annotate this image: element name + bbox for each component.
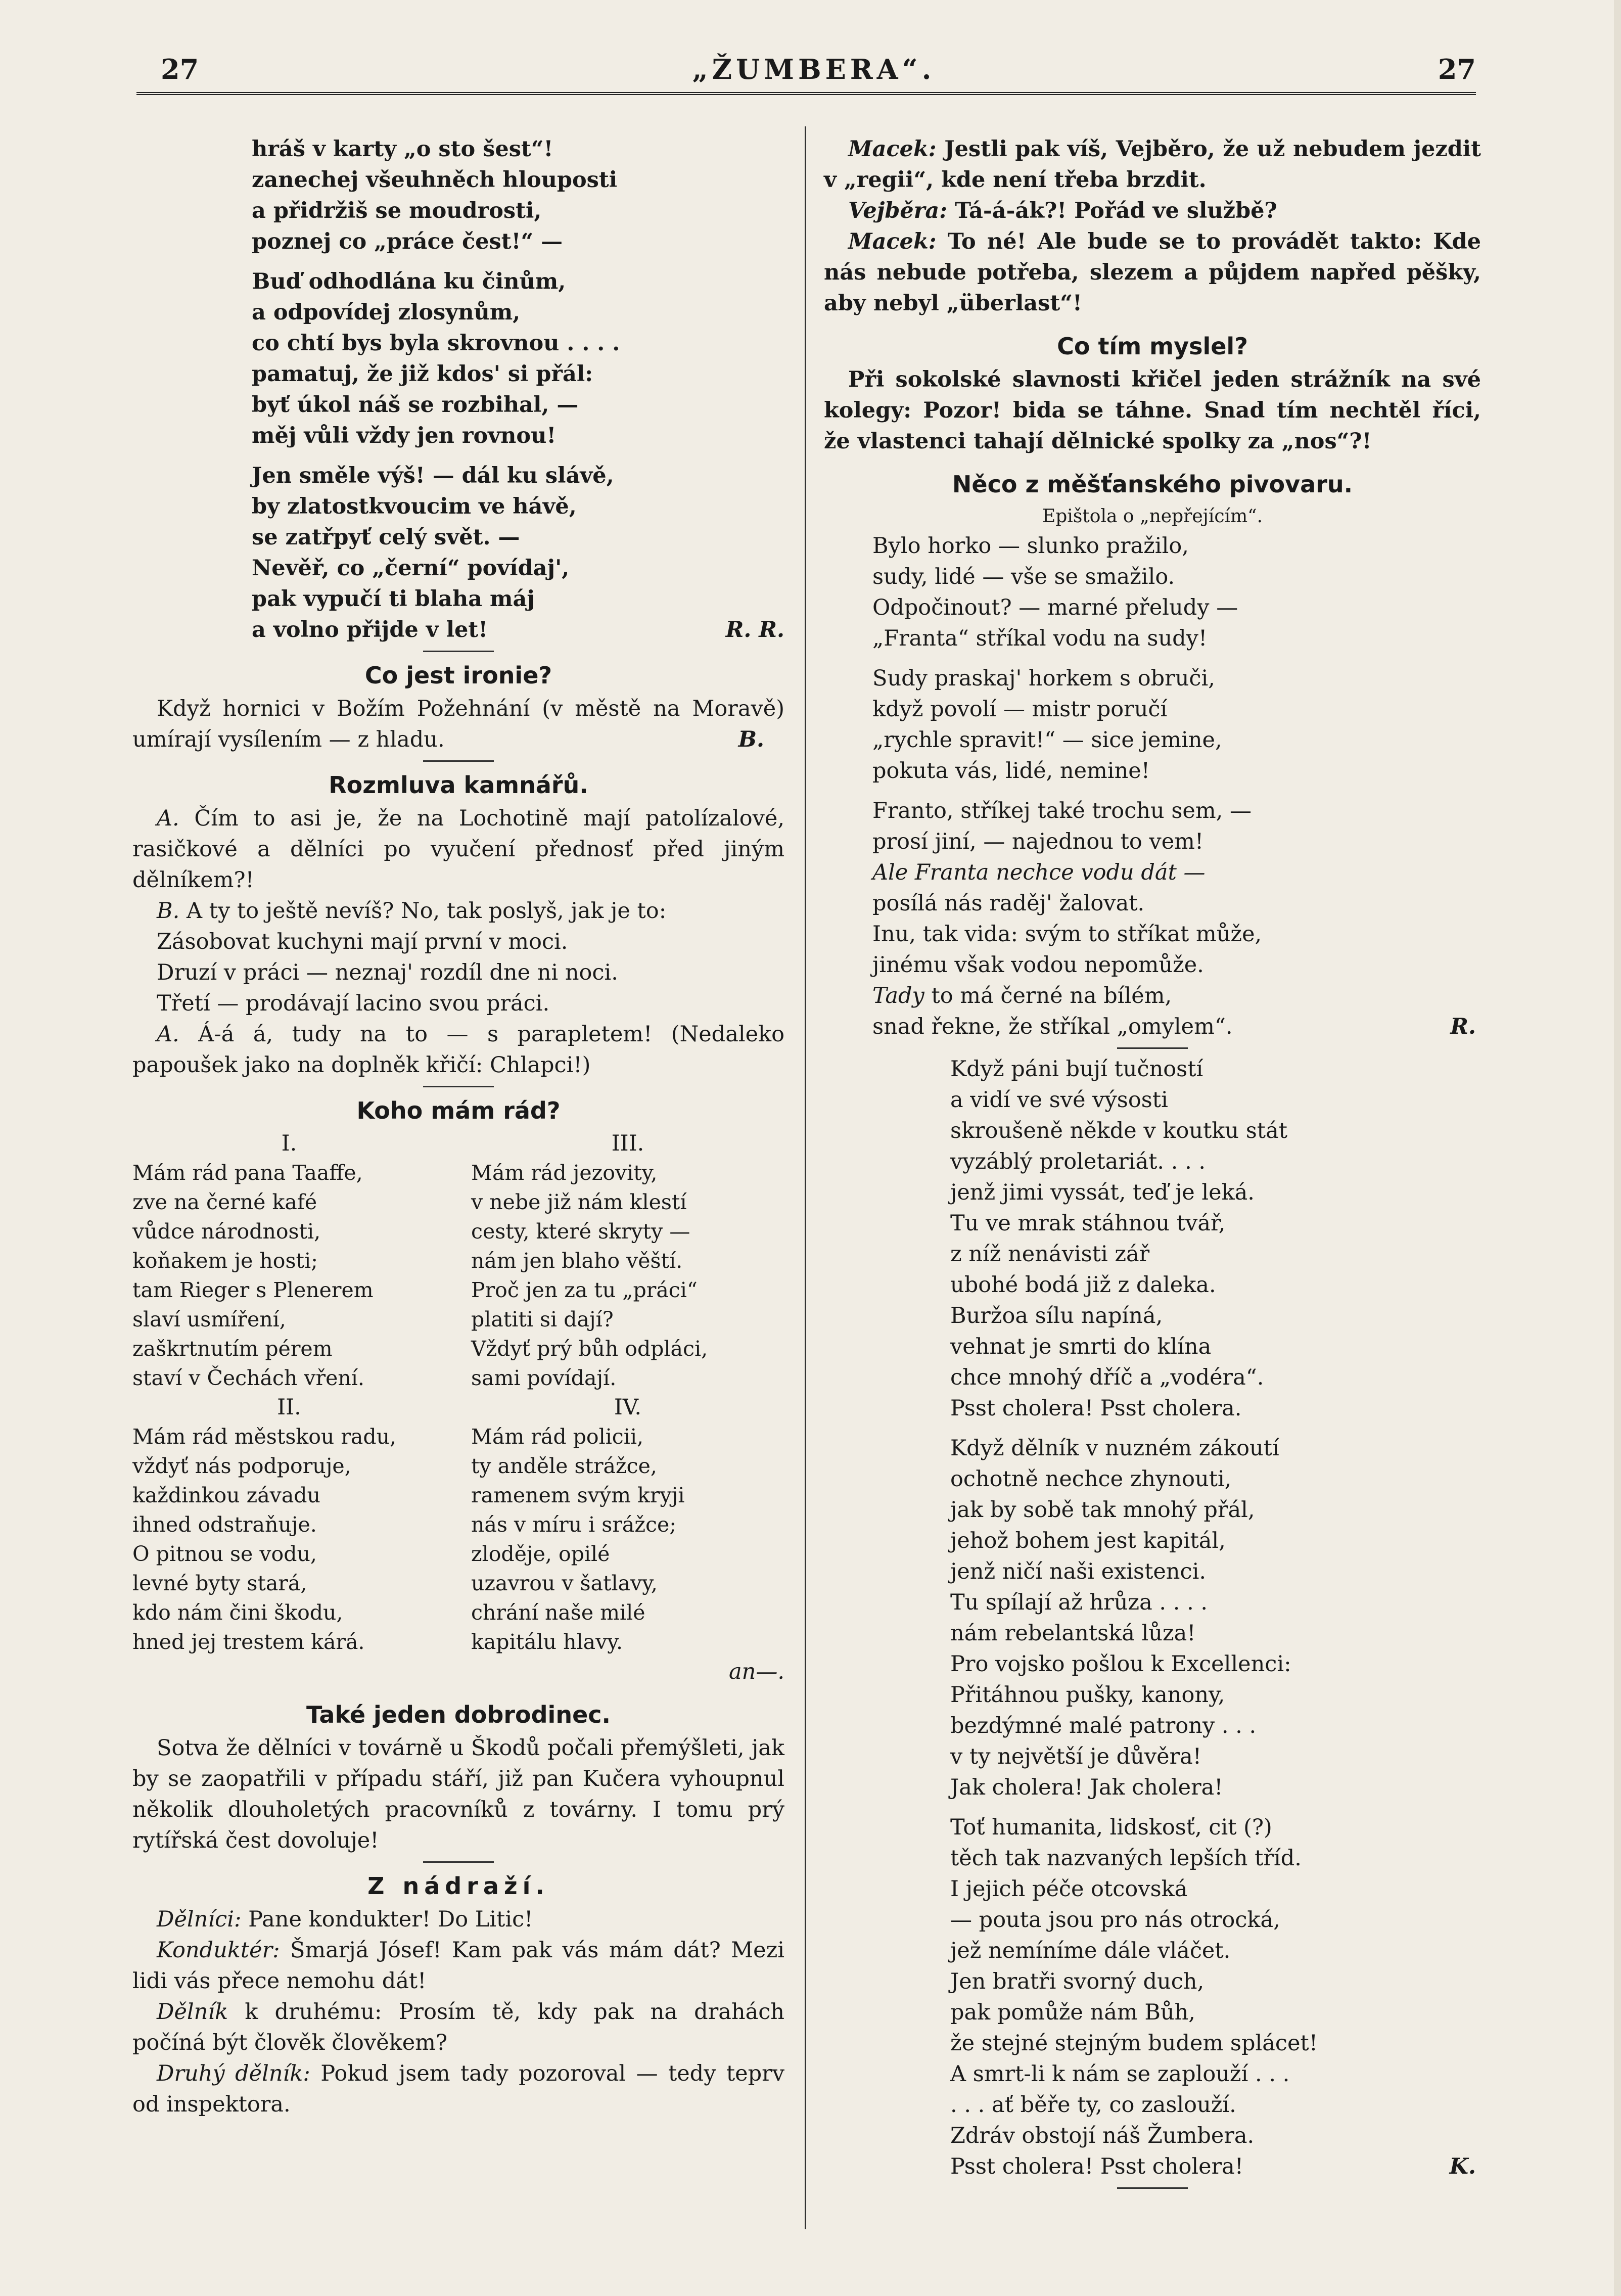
koho-signature: an—. xyxy=(729,1659,784,1684)
verse-line: levné byty stará, xyxy=(132,1571,307,1595)
verse-line: jenž jimi vyssát, teď je leká. xyxy=(950,1180,1255,1205)
verse-line xyxy=(872,1012,1481,1042)
verse-line: Přitáhnou pušky, kanony, xyxy=(950,1682,1225,1708)
verse-line: z níž nenávisti zář xyxy=(950,1242,1150,1267)
verse-line: Mám rád jezovity, xyxy=(471,1161,658,1185)
verse-line: chrání naše milé xyxy=(471,1600,645,1625)
verse-line: skroušeně někde v koutku stát xyxy=(950,1118,1287,1143)
verse-line: nám jen blaho věští. xyxy=(471,1249,683,1273)
paragraph-text: Čím to asi je, že na Lochotině mají patolízalové, rasičkové a dělníci po vyučení přednosť před jiným dělníkem?! xyxy=(132,806,784,893)
koho-column-left xyxy=(132,1129,446,1657)
verse-line: ihned odstraňuje. xyxy=(132,1512,317,1537)
verse-line: Buď odhodlána ku činům, xyxy=(252,269,566,294)
dialogue-text: k druhému: Prosím tě, kdy pak na drahách počíná být člověk člověkem? xyxy=(132,1999,784,2055)
verse-line: ochotně nechce zhynouti, xyxy=(950,1466,1232,1492)
verse-line: nám rebelantská lůza! xyxy=(950,1621,1196,1646)
speaker-label: Druhý dělník: xyxy=(157,2061,310,2086)
verse-line: nás v míru i srážce; xyxy=(471,1512,677,1537)
verse-line: pak pomůže nám Bůh, xyxy=(950,2000,1195,2025)
verse-line: co chtí bys byla skrovnou . . . . xyxy=(252,331,620,356)
verse-line: jinému však vodou nepomůže. xyxy=(872,952,1204,978)
verse-line: byť úkol náš se rozbihal, — xyxy=(252,392,579,418)
verse-line xyxy=(252,615,784,646)
verse-line: vyzáblý proletariát. . . . xyxy=(950,1149,1206,1174)
verse-line: pak vypučí ti blaha máj xyxy=(252,586,535,612)
dobrodinec-text: Sotva že dělníci v továrně u Škodů počali přemýšleti, jak by se zaopatřili v případu stáří, již pan Kučera vyhoupnul několik dlouholetých pracovníků z továrny. I tomu prý rytířská čest dovoluje! xyxy=(132,1735,784,1853)
verse-line: Tu spílají až hrůza . . . . xyxy=(950,1590,1208,1615)
verse-line: Odpočinout? — marné přeludy — xyxy=(872,595,1238,620)
verse-line: Franto, stříkej také trochu sem, — xyxy=(872,798,1252,823)
verse-line: O pitnou se vodu, xyxy=(132,1542,317,1566)
verse-line: Jen směle výš! — dál ku slávě, xyxy=(252,463,614,488)
verse-line: ubohé bodá již z daleka. xyxy=(950,1272,1216,1298)
rozmluva-line: Zásobovat kuchyni mají první v moci. xyxy=(157,929,568,954)
stanza-number: I. xyxy=(281,1131,297,1156)
verse-line: Pro vojsko pošlou k Excellenci: xyxy=(950,1651,1291,1677)
dialogue-text: Jestli pak víš, Vejběro, že už nebudem jezdit v „regii“, kde není třeba brzdit. xyxy=(824,136,1481,193)
verse-line: I jejich péče otcovská xyxy=(950,1876,1188,1902)
rozmluva-line: Třetí — prodávají lacino svou práci. xyxy=(157,991,550,1016)
verse-line: Mám rád pana Taaffe, xyxy=(132,1161,363,1185)
page-edge xyxy=(1614,0,1621,2296)
section-title-nadrazi: Z nádraží. xyxy=(367,1872,549,1900)
verse-line: „Franta“ stříkal vodu na sudy! xyxy=(872,626,1208,651)
paragraph-text: A ty to ještě nevíš? No, tak poslyš, jak je to: xyxy=(179,898,667,924)
dialogue-line xyxy=(824,226,1481,319)
verse-line-text: a volno přijde v let! xyxy=(252,617,488,642)
verse-line: ramenem svým kryji xyxy=(471,1483,685,1507)
verse-line: pokuta vás, lidé, nemine! xyxy=(872,758,1150,784)
verse-line: chce mnohý dříč a „vodéra“. xyxy=(950,1365,1264,1390)
verse-line: v ty největší je důvěra! xyxy=(950,1744,1202,1769)
dialogue-text: To né! Ale bude se to provádět takto: Kde nás nebude potřeba, slezem a půjdem napřed pěšky, aby nebyl „überlast“! xyxy=(824,229,1481,316)
verse-line: slaví usmíření, xyxy=(132,1307,286,1331)
verse-line: Sudy praskaj' horkem s obruči, xyxy=(872,666,1215,691)
verse-text: to má černé na bílém, xyxy=(924,983,1172,1008)
verse-line: Když dělník v nuzném zákoutí xyxy=(950,1436,1279,1461)
verse-line: v nebe již nám klestí xyxy=(471,1190,687,1214)
verse-line: ty anděle strážce, xyxy=(471,1454,657,1478)
verse-line: vždyť nás podporuje, xyxy=(132,1454,351,1478)
verse-line: Když páni bují tučností xyxy=(950,1057,1203,1082)
verse-line: kdo nám čini škodu, xyxy=(132,1600,343,1625)
left-column xyxy=(132,134,784,2120)
page-header xyxy=(152,53,1476,94)
dialogue-text: Šmarjá Jósef! Kam pak vás mám dát? Mezi lidi vás přece nemohu dát! xyxy=(132,1938,784,1994)
rozmluva-paragraph xyxy=(132,803,784,896)
header-rule xyxy=(136,92,1476,95)
verse-line: a přidržiš se moudrosti, xyxy=(252,198,542,223)
speaker-label: Macek: xyxy=(848,136,937,162)
verse-line: jenž ničí naši existenci. xyxy=(950,1559,1207,1584)
verse-line: Jen bratři svorný duch, xyxy=(950,1969,1205,1994)
verse-line: vůdce národnosti, xyxy=(132,1219,321,1244)
verse-line: když povolí — mistr poručí xyxy=(872,697,1168,722)
rozmluva-paragraph xyxy=(132,1019,784,1081)
dialogue-line xyxy=(132,1935,784,1997)
section-rule xyxy=(1117,1047,1188,1049)
section-title-dobrodinec: Také jeden dobrodinec. xyxy=(306,1701,611,1728)
speaker-label: A. xyxy=(157,806,179,831)
section-title-rozmluva: Rozmluva kamnářů. xyxy=(329,771,588,799)
verse-line: Zdráv obstojí náš Žumbera. xyxy=(950,2123,1255,2148)
verse-line: zve na černé kafé xyxy=(132,1190,317,1214)
verse-line: kapitálu hlavy. xyxy=(471,1630,623,1654)
verse-line: uzavrou v šatlavy, xyxy=(471,1571,658,1595)
dialogue-line xyxy=(132,1997,784,2058)
verse-line: zaškrtnutím pérem xyxy=(132,1337,333,1361)
verse-line: se zatřpyť celý svět. — xyxy=(252,525,520,550)
verse-emphasis: Tady xyxy=(872,983,924,1008)
verse-line: Ale Franta nechce vodu dát — xyxy=(872,860,1206,885)
verse-line: posílá nás raděj' žalovat. xyxy=(872,891,1145,916)
verse-line: hned jej trestem kárá. xyxy=(132,1630,365,1654)
verse-line: těch tak nazvaných lepších tříd. xyxy=(950,1846,1302,1871)
section-rule xyxy=(1117,2187,1188,2189)
section-rule xyxy=(423,651,494,652)
koho-stanzas xyxy=(132,1129,784,1657)
mysle-text: Při sokolské slavnosti křičel jeden strážník na své kolegy: Pozor! bida se táhne. Snad tím nechtěl říci, že vlastenci tahají dělnické spolky za „nos“?! xyxy=(824,367,1481,454)
speaker-label: B. xyxy=(157,898,180,924)
section-title-koho: Koho mám rád? xyxy=(356,1097,561,1124)
dialogue-line xyxy=(824,196,1481,226)
speaker-label: Vejběra: xyxy=(848,198,948,223)
verse-line: a vidí ve své výsosti xyxy=(950,1087,1168,1113)
verse-line: Buržoa sílu napíná, xyxy=(950,1303,1163,1328)
koho-column-right xyxy=(446,1129,784,1657)
verse-line: Mám rád městskou radu, xyxy=(132,1425,397,1449)
verse-line: tam Rieger s Plenerem xyxy=(132,1278,374,1302)
dialogue-text: Pokud jsem tady pozoroval — tedy teprv od inspektora. xyxy=(132,2061,784,2117)
verse-line: měj vůli vždy jen rovnou! xyxy=(252,423,557,448)
verse-line: koňakem je hosti; xyxy=(132,1249,318,1273)
verse-line: Inu, tak vida: svým to stříkat může, xyxy=(872,922,1262,947)
dialogue-line xyxy=(132,1904,784,1935)
pivovar-poem xyxy=(824,531,1481,1042)
right-column xyxy=(824,134,1481,2194)
verse-line: Mám rád policii, xyxy=(471,1425,644,1449)
section-title-pivovar: Něco z měšťanského pivovaru. xyxy=(952,471,1353,498)
verse-line: každinkou závadu xyxy=(132,1483,320,1507)
poem-1 xyxy=(132,134,784,646)
verse-line xyxy=(872,981,1481,1012)
column-divider xyxy=(805,126,806,2229)
verse-line: poznej co „práce čest!“ — xyxy=(252,229,563,254)
verse-line: . . . ať běře ty, co zaslouží. xyxy=(950,2092,1236,2118)
masthead-title: „ŽUMBERA“. xyxy=(692,53,936,85)
verse-line: Psst cholera! Psst cholera. xyxy=(950,1396,1242,1421)
verse-line: Proč jen za tu „práci“ xyxy=(471,1278,698,1302)
verse-line: staví v Čechách vření. xyxy=(132,1366,364,1390)
paragraph-text: Á-á á, tudy na to — s parapletem! (Nedaleko papoušek jako na doplněk křičí: Chlapci!) xyxy=(132,1022,784,1078)
page-number-left: 27 xyxy=(161,53,199,85)
verse-line: prosí jiní, — najednou to vem! xyxy=(872,829,1204,854)
verse-line: že stejné stejným budem splácet! xyxy=(950,2031,1318,2056)
page-number-right: 27 xyxy=(1438,53,1476,85)
dialogue-line xyxy=(824,134,1481,196)
section-title-mysle: Co tím myslel? xyxy=(1057,333,1248,360)
verse-text: Psst cholera! Psst cholera! xyxy=(950,2154,1244,2179)
dialogue-line xyxy=(132,2058,784,2120)
verse-line: hráš v karty „o sto šest“! xyxy=(252,136,553,162)
speaker-label: Konduktér: xyxy=(157,1938,280,1963)
poem-1-signature: R. R. xyxy=(725,617,784,642)
verse-line: pamatuj, že již kdos' si přál: xyxy=(252,361,593,387)
rozmluva-line: Druzí v práci — neznaj' rozdíl dne ni noci. xyxy=(157,960,618,985)
verse-line: vehnat je smrti do klína xyxy=(950,1334,1212,1359)
verse-line: sami povídají. xyxy=(471,1366,617,1390)
verse-line: Nevěř, co „černí“ povídaj', xyxy=(252,556,570,581)
verse-line: Tu ve mrak stáhnou tvář, xyxy=(950,1211,1226,1236)
speaker-label: A. xyxy=(157,1022,179,1047)
section-rule xyxy=(423,1861,494,1863)
section-title-ironie: Co jest ironie? xyxy=(364,662,552,689)
pivovar-subtitle: Epištola o „nepřejícím“. xyxy=(1042,506,1263,527)
speaker-label: Dělníci: xyxy=(157,1907,242,1932)
verse-line: — pouta jsou pro nás otrocká, xyxy=(950,1907,1280,1933)
verse-line: platiti si dají? xyxy=(471,1307,614,1331)
dialogue-text: Tá-á-ák?! Pořád ve službě? xyxy=(947,198,1277,223)
verse-line: bezdýmné malé patrony . . . xyxy=(950,1713,1257,1738)
rozmluva-paragraph xyxy=(132,896,784,927)
verse-line: Toť humanita, lidskosť, cit (?) xyxy=(950,1815,1272,1840)
stanza-number: III. xyxy=(611,1131,644,1156)
verse-line: A smrt-li k nám se zaplouží . . . xyxy=(950,2061,1290,2087)
verse-line: „rychle spravit!“ — sice jemine, xyxy=(872,727,1222,753)
cholera-poem xyxy=(824,1054,1481,2182)
ironie-signature: B. xyxy=(738,727,764,752)
dialogue-text: Pane kondukter! Do Litic! xyxy=(241,1907,533,1932)
stanza-number: II. xyxy=(277,1395,301,1420)
verse-line: cesty, které skryty — xyxy=(471,1219,690,1244)
verse-line: jež nemíníme dále vláčet. xyxy=(950,1938,1231,1963)
verse-line: zanechej všeuhněch hlouposti xyxy=(252,167,618,193)
verse-line: jehož bohem jest kapitál, xyxy=(950,1528,1226,1553)
verse-line: Bylo horko — slunko pražilo, xyxy=(872,533,1189,559)
cholera-signature: K. xyxy=(1449,2154,1476,2179)
stanza-number: IV. xyxy=(614,1395,642,1420)
verse-line: sudy, lidé — vše se smažilo. xyxy=(872,564,1175,589)
verse-line: jak by sobě tak mnohý přál, xyxy=(950,1497,1255,1523)
speaker-label: Macek: xyxy=(848,229,937,254)
section-rule xyxy=(423,760,494,762)
verse-line: by zlatostkvoucim ve hávě, xyxy=(252,494,577,519)
pivovar-signature: R. xyxy=(1450,1014,1476,1039)
verse-line: Jak cholera! Jak cholera! xyxy=(950,1775,1223,1800)
speaker-label: Dělník xyxy=(157,1999,228,2025)
verse-line: a odpovídej zlosynům, xyxy=(252,300,521,325)
verse-line: Vždyť prý bůh odpláci, xyxy=(471,1337,708,1361)
ironie-text: Když hornici v Božím Požehnání (v městě na Moravě) umírají vysílením — z hladu. xyxy=(132,696,784,752)
verse-line: zloděje, opilé xyxy=(471,1542,610,1566)
verse-text: snad řekne, že stříkal „omylem“. xyxy=(872,1014,1233,1039)
section-rule xyxy=(423,1086,494,1087)
